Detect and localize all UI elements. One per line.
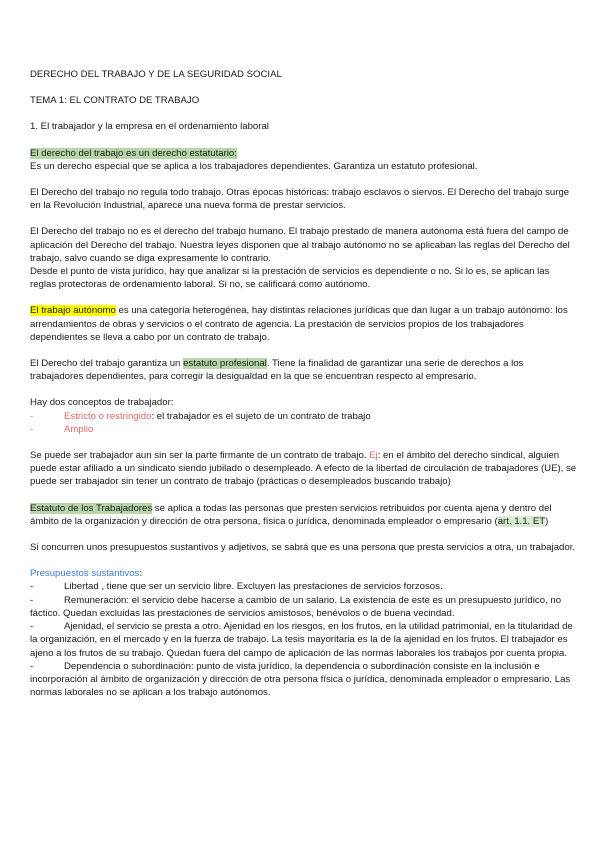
bullet-dash: -: [30, 594, 34, 606]
p5-part-b: . Tiene la finalidad de garantizar una serie de derechos a los trabajadores dependientes, para corregir la desigualdad en la que se encuentran respecto al empresario.: [30, 358, 524, 383]
remuneration-text: Remuneración: el servicio debe hacerse a cambio de un salario. La existencia de este es un presupuesto jurídico, no fáctico. Quedan excluidas las prestaciones de servicios amistosos, benévolos o de buena vecindad.: [30, 594, 562, 619]
p7-part-b: : en el ámbito del derecho sindical, alguien puede estar afiliado a un sindicato siendo jubilado o desempleado. A efecto de la libertad de circulación de trabajadores (UE), se puede ser trabajador sin tener un contrato de trabajo (prácticas o desempleados buscando trabajo): [30, 450, 577, 488]
bullet-dash: -: [30, 660, 34, 672]
term-strict-definition: : el trabajador es el sujeto de un contrato de trabajo: [151, 410, 371, 422]
p5-part-a: El Derecho del trabajo garantiza un: [30, 358, 184, 370]
term-broad: Amplio: [64, 423, 94, 435]
highlight-professional-statute: estatuto profesional: [183, 358, 267, 370]
dependency-text: Dependencia o subordinación: punto de vista jurídico, la dependencia o subordinación consiste en la inclusión e incorporación al ámbito de organización y dirección de otra persona física o jurídica, denominada empleador o empresario. Las normas laborales no se aplican a los trabajo autónomos.: [30, 660, 571, 699]
freedom-text: Libertad , tiene que ser un servicio libre. Excluyen las prestaciones de servicios forzosos.: [64, 581, 443, 593]
list-item-broad: [30, 423, 578, 436]
term-strict: Estricto o restringido: [64, 410, 152, 422]
substantive-assumptions-colon: :: [139, 568, 142, 580]
paragraph-autonomous-work-text: es una categoría heterogénea, hay distintas relaciones jurídicas que dan lugar a un trabajo autónomo: los arrendamientos de obras y servicios o el contrato de agencia. La prestación de servicios propios de los trabajadores dependientes se lleva a cabo por un contrato de trabajo.: [30, 305, 568, 343]
paragraph-example: [30, 449, 578, 489]
document-title: DERECHO DEL TRABAJO Y DE LA SEGURIDAD SOCIAL: [30, 69, 282, 80]
list-item-ajenidad: [30, 620, 578, 660]
p7-part-a: Se puede ser trabajador aun sin ser la parte firmante de un contrato de trabajo.: [30, 450, 370, 462]
paragraph-history: El Derecho del trabajo no regula todo trabajo. Otras épocas históricas: trabajo esclavos o siervos. El Derecho del trabajo surge en la Revolución Industrial, aparece una nueva forma de prestar servicios.: [30, 187, 570, 212]
list-item-dependency: [30, 660, 578, 700]
ajenidad-text: Ajenidad, el servicio se presta a otro. Ajenidad en los riesgos, en los frutos, en la utilidad patrimonial, en la titularidad de la organización, en el mercado y en la fuerza de trabajo. La tesis mayoritaria es la de la ajenidad en los frutos. El trabajador es ajeno a los frutos de su trabajo. Quedan fuera del campo de aplicación de las normas laborales los trabajos por cuenta propia.: [30, 621, 573, 659]
highlight-workers-statute: Estatuto de los Trabajadores: [30, 502, 153, 514]
bullet-dash: -: [30, 423, 34, 435]
paragraph-autonomous-scope: [30, 225, 578, 291]
highlight-autonomous: El trabajo autónomo: [30, 305, 116, 317]
list-item-strict: [30, 410, 578, 423]
highlight-statutory: El derecho del trabajo es un derecho estatutario:: [30, 147, 237, 159]
paragraph-statutory: [30, 147, 578, 173]
p8-part-b: ): [545, 515, 549, 527]
paragraph-autonomous-scope-a: El Derecho del trabajo no es el derecho del trabajo humano. El trabajo prestado de manera autónoma está fuera del campo de aplicación del Derecho del trabajo. Nuestra leyes disponen que al trabajo autónomo no se aplicaban las reglas del Derecho del trabajo, salvo cuando se diga expresamente lo contrario.: [30, 226, 570, 264]
example-label: Ej: [369, 450, 378, 462]
bullet-dash: -: [30, 410, 34, 422]
p8-part-a: se aplica a todas las personas que presten servicios retribuidos por cuenta ajena y dentro del ámbito de la organización y dirección de otra persona, física o jurídica, denominada empleador o empresario (: [30, 502, 552, 527]
paragraph-professional-statute: [30, 357, 578, 383]
highlight-article-reference: art. 1.1. ET: [497, 515, 546, 527]
paragraph-autonomous-work: [30, 304, 578, 344]
list-item-remuneration: [30, 594, 578, 620]
paragraph-statutory-text: Es un derecho especial que se aplica a los trabajadores dependientes. Garantiza un estatuto profesional.: [30, 160, 478, 172]
bullet-dash: -: [30, 581, 34, 593]
substantive-assumptions-label: Presupuestos sustantivos: [30, 568, 140, 580]
subheading-substantive-assumptions: [30, 567, 578, 580]
paragraph-two-concepts: Hay dos conceptos de trabajador:: [30, 397, 174, 409]
list-item-freedom: [30, 580, 578, 593]
paragraph-autonomous-scope-b: Desde el punto de vista jurídico, hay que analizar si la prestación de servicios es dependiente o no. Si lo es, se aplican las reglas protectoras de ordenamiento laboral. Si no, se calificará como autónomo.: [30, 266, 550, 291]
paragraph-workers-statute: [30, 502, 578, 528]
paragraph-assumptions: Si concurren unos presupuestos sustantivos y adjetivos, se sabrá que es una persona que presta servicios a otra, un trabajador.: [30, 542, 576, 554]
bullet-dash: -: [30, 621, 34, 633]
section-title: 1. El trabajador y la empresa en el ordenamiento laboral: [30, 121, 269, 133]
topic-title: TEMA 1: EL CONTRATO DE TRABAJO: [30, 95, 200, 107]
